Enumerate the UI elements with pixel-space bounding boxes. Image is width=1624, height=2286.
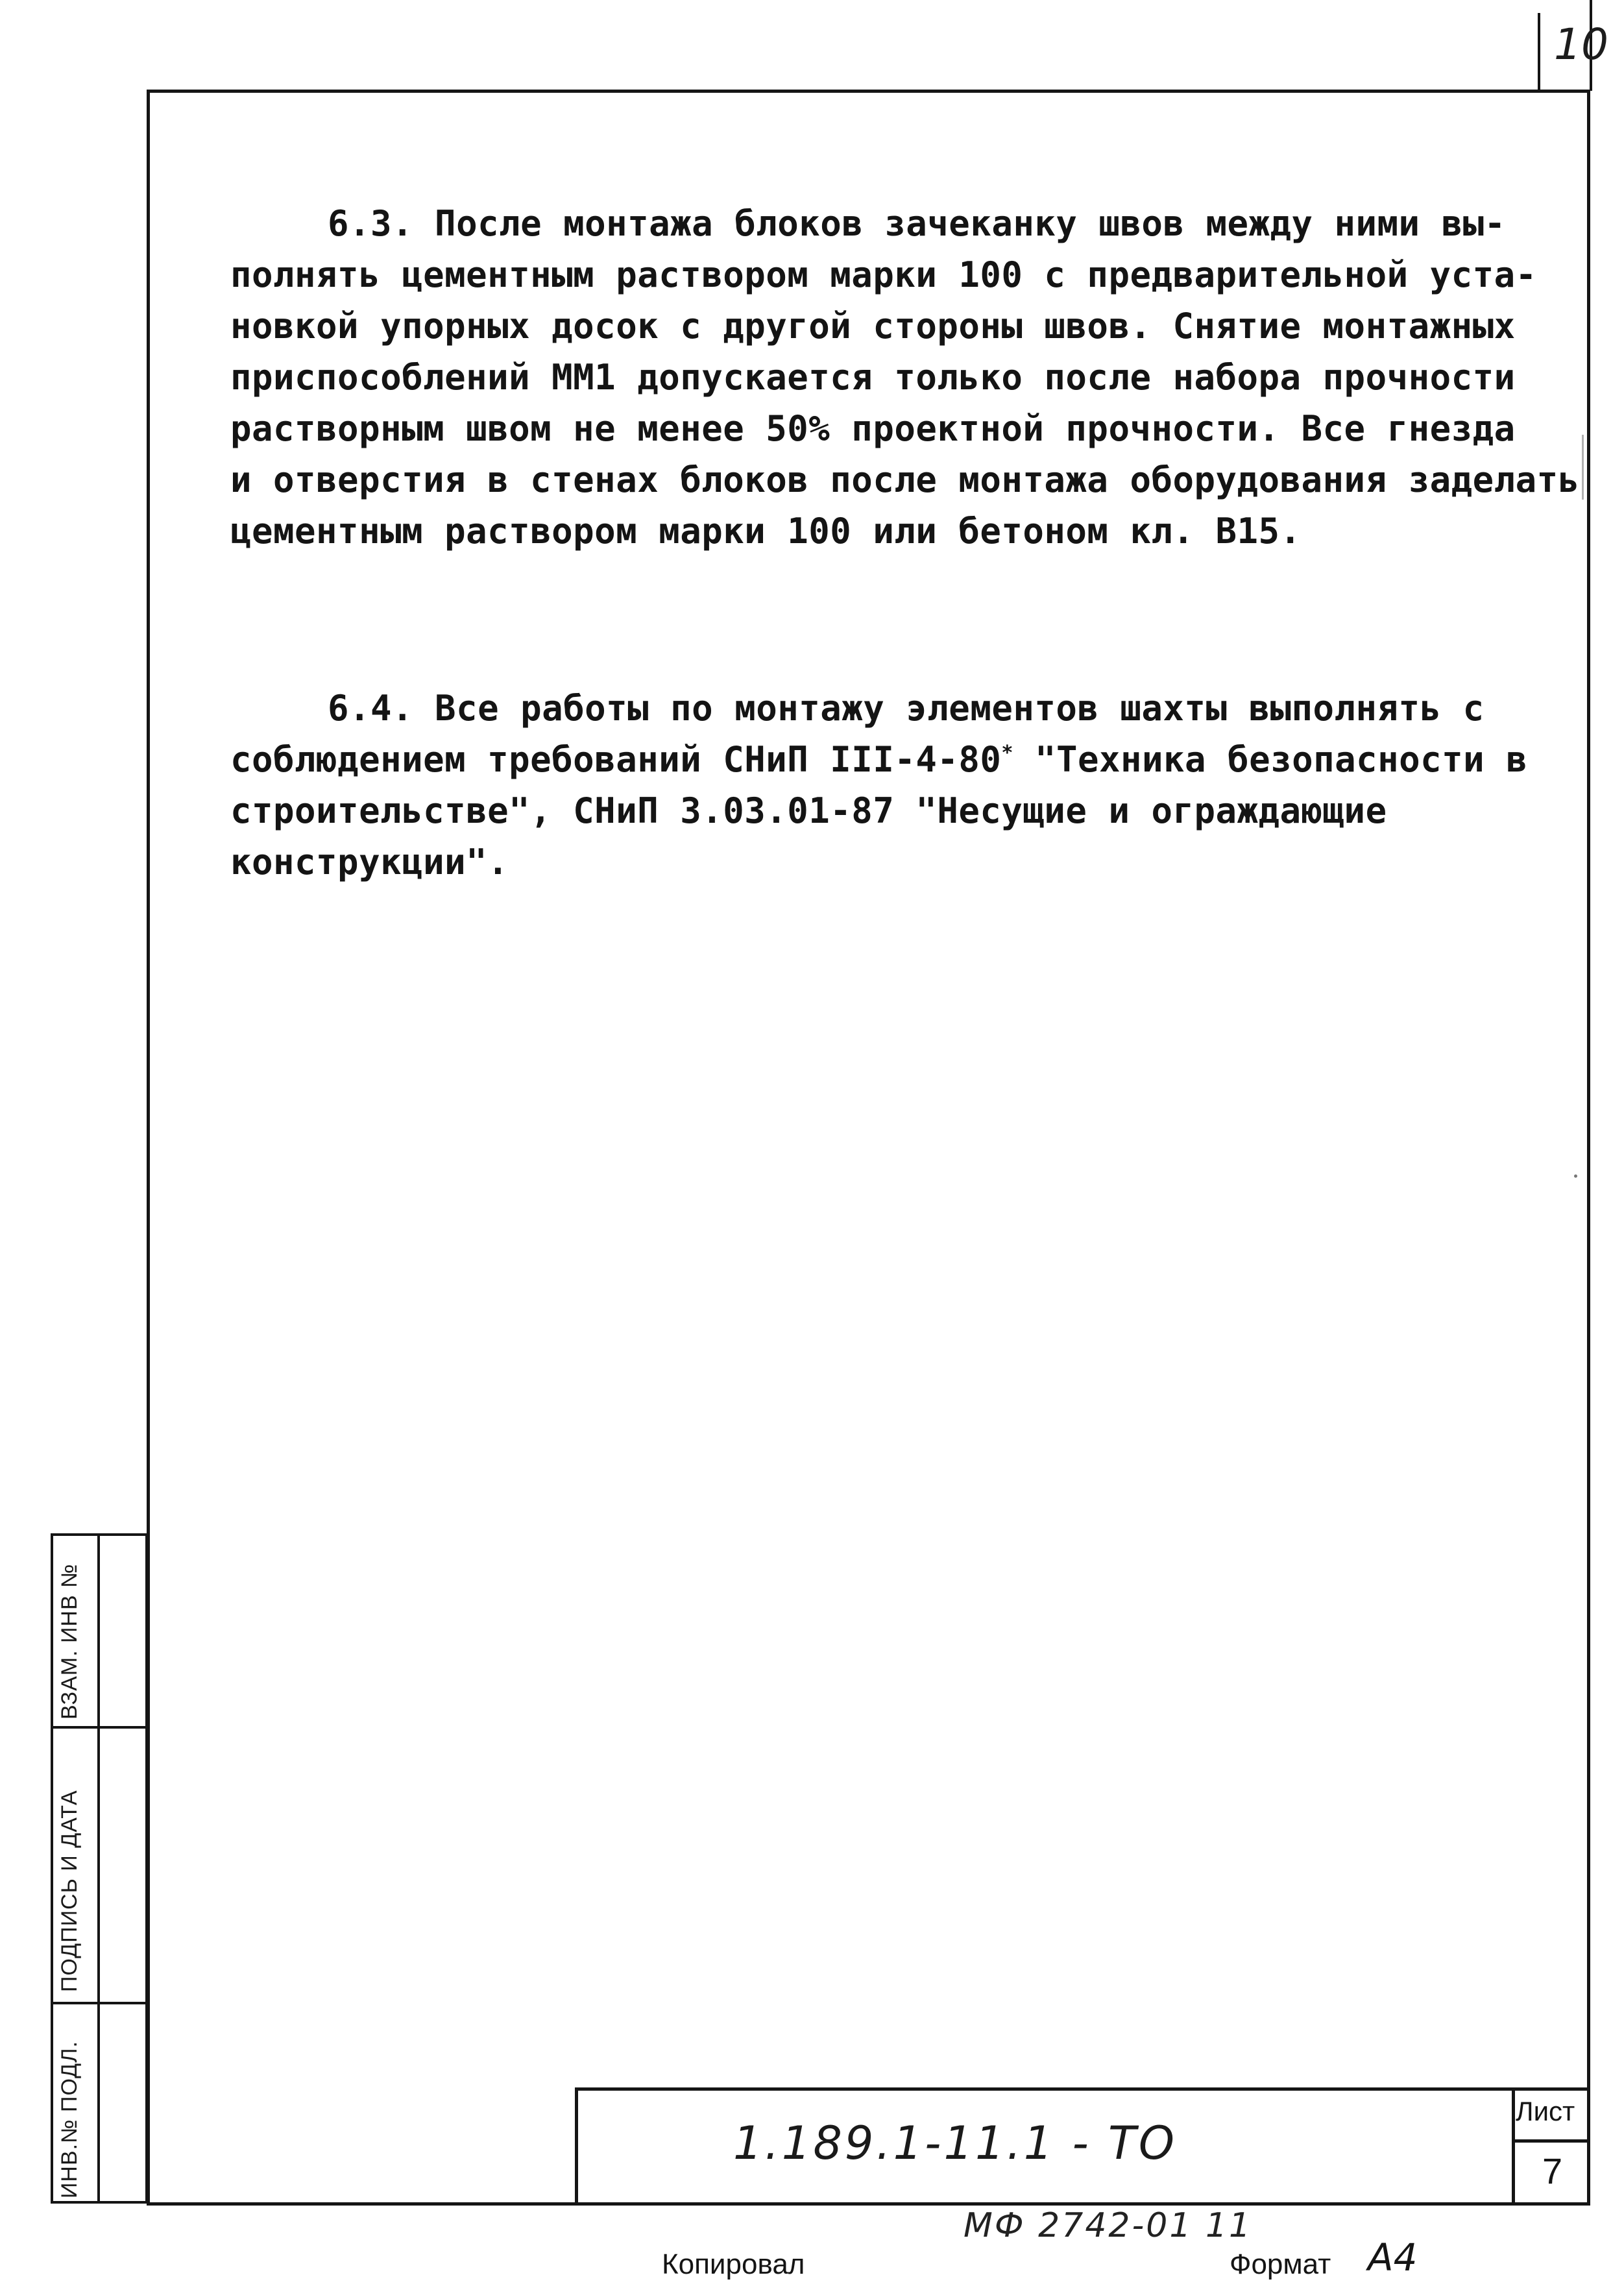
margin-stamp-divider [97, 1533, 100, 2204]
stamp-podpis-data-label: ПОДПИСЬ И ДАТА [57, 1790, 82, 1992]
text-line: цементным раствором марки 100 или бетоном кл. В15. [230, 511, 1302, 552]
paragraph-6-3 [230, 198, 1580, 557]
sheet-label: Лист [1516, 2096, 1575, 2126]
edge-mark [1582, 435, 1584, 500]
sheet-number: 7 [1542, 2150, 1563, 2191]
text-line: и отверстия в стенах блоков после монтажа оборудования заделать [230, 459, 1580, 500]
format-value: А4 [1368, 2235, 1418, 2280]
margin-stamp-rule [51, 1726, 148, 1729]
text-line: 6.3. После монтажа блоков зачеканку швов между ними вы- [328, 203, 1506, 244]
text-fragment: "Техника безопасности в [1013, 739, 1528, 780]
text-line: растворным швом не менее 50% проектной прочности. Все гнезда [230, 408, 1516, 449]
sheet-top-number: 10 [1554, 19, 1608, 69]
copied-label: Копировал [662, 2248, 805, 2280]
text-fragment: соблюдением требований СНиП III-4-80 [230, 739, 1002, 780]
footnote-mark: * [1001, 742, 1013, 764]
text-line: строительстве", СНиП 3.03.01-87 "Несущие и ограждающие [230, 790, 1387, 831]
stamp-vzam-inv-label: ВЗАМ. ИНВ № [57, 1563, 82, 1720]
margin-stamp-rule [51, 2002, 148, 2004]
paragraph-6-4 [230, 683, 1528, 888]
document-number: 1.189.1-11.1 - ТО [733, 2117, 1177, 2170]
text-line: 6.4. Все работы по монтажу элементов шахты выполнять с [328, 688, 1485, 729]
text-line: приспособлений ММ1 допускается только после набора прочности [230, 357, 1516, 398]
sheet-number-divider [1538, 13, 1540, 91]
text-line: конструкции". [230, 842, 509, 882]
title-block-divider [1512, 2139, 1590, 2143]
format-label: Формат [1230, 2248, 1331, 2280]
text-line [230, 734, 1528, 785]
handwritten-code: МФ 2742-01 11 [963, 2206, 1253, 2245]
stamp-inv-podl-label: ИНВ.№ ПОДЛ. [57, 2041, 82, 2198]
speck [1574, 1174, 1577, 1178]
text-line: новкой упорных досок с другой стороны швов. Снятие монтажных [230, 306, 1516, 347]
text-line: полнять цементным раствором марки 100 с предварительной уста- [230, 254, 1537, 295]
title-block-divider [1512, 2087, 1515, 2206]
